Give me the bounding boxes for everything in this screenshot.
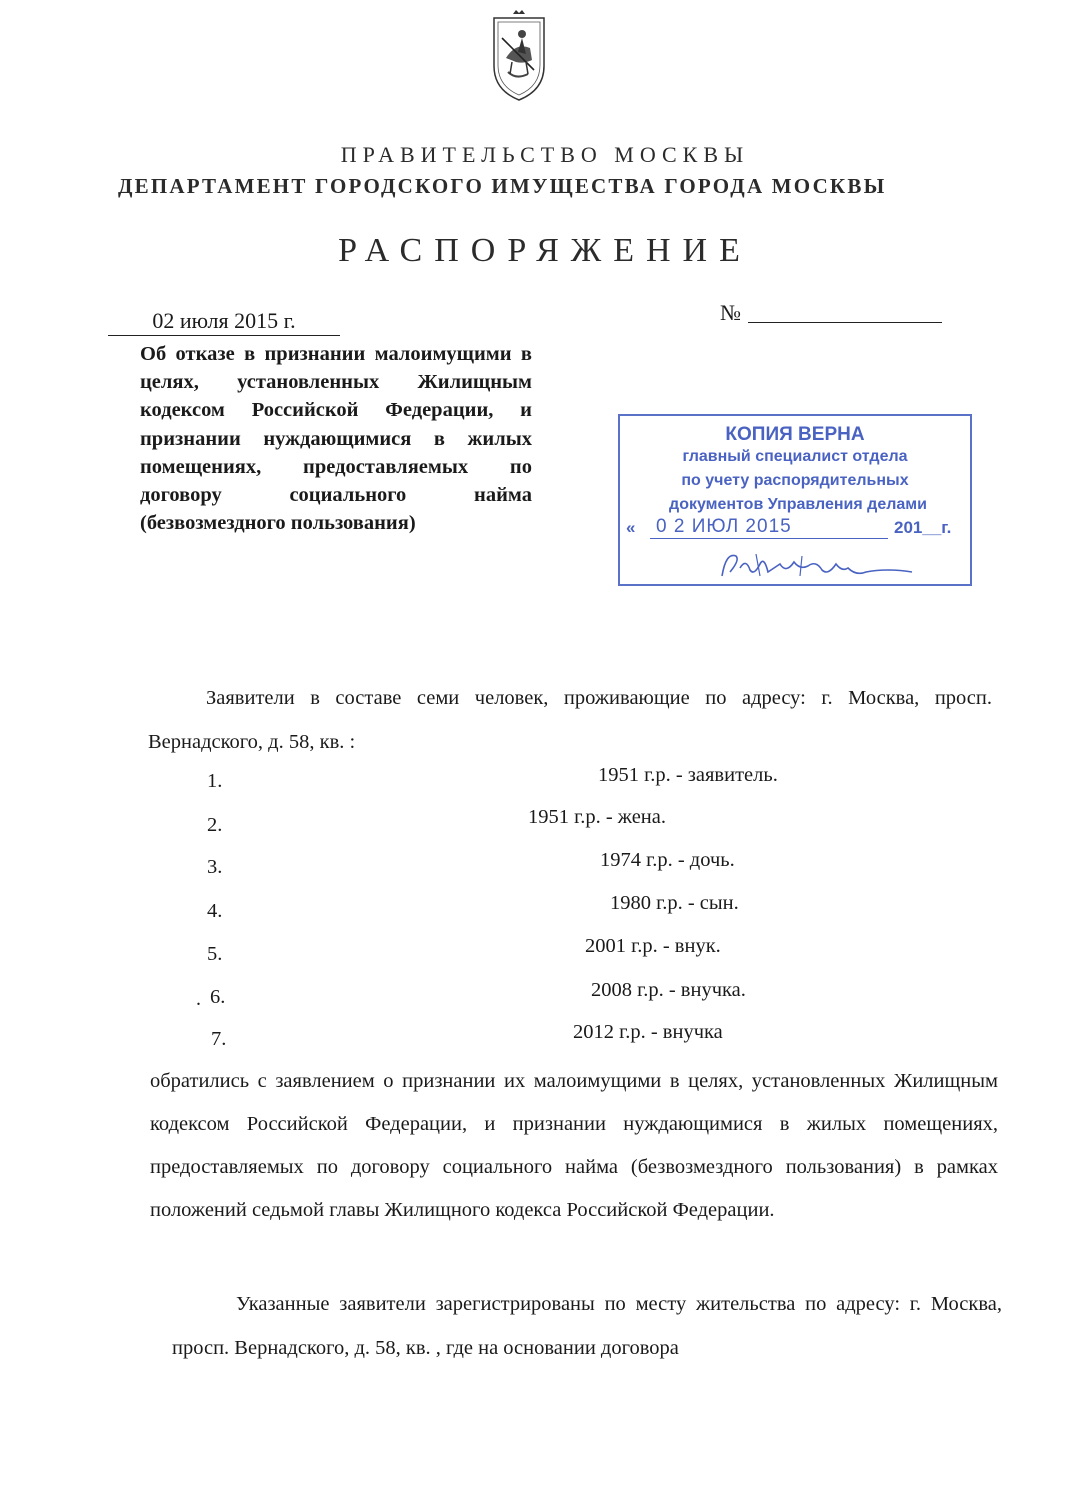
order-number-blank [748, 322, 942, 323]
application-paragraph: обратились с заявлением о признании их малоимущими в целях, установленных Жилищным кодексом Российской Федерации, и признании нуждающимися в жилых помещениях, предоставляемых по договору социального найма (безвозмездного пользования) в рамках положений седьмой главы Жилищного кодекса Российской Федерации. [150, 1070, 998, 1221]
stamp-year-suffix: 201__г. [894, 518, 952, 537]
member-3-text: 1974 г.р. - дочь. [600, 849, 735, 871]
member-3-number: 3. [207, 856, 223, 878]
registration-paragraph: Указанные заявители зарегистрированы по месту жительства по адресу: г. Москва, просп. Вернадского, д. 58, кв. , где на основании договора [172, 1293, 1002, 1359]
document-type-title: РАСПОРЯЖЕНИЕ [338, 232, 752, 269]
order-subject: Об отказе в признании малоимущими в целях, установленных Жилищным кодексом Российской Федерации, и признании нуждающимися в жилых помещениях, предоставляемых по договору социального найма (безвозмездного пользования) [140, 343, 532, 535]
member-6-text: 2008 г.р. - внучка. [591, 979, 746, 1001]
member-4-text: 1980 г.р. - сын. [610, 892, 739, 914]
handwritten-signature-icon [716, 546, 916, 586]
stamp-title: КОПИЯ ВЕРНА [725, 424, 865, 445]
member-2-number: 2. [207, 814, 223, 836]
stamp-date-row [626, 518, 962, 540]
member-7-number: 7. [211, 1028, 227, 1050]
department-title: ДЕПАРТАМЕНТ ГОРОДСКОГО ИМУЩЕСТВА ГОРОДА МОСКВЫ [118, 174, 887, 198]
stamp-date-quote: « [626, 518, 636, 537]
stamp-date-value: 0 2 ИЮЛ 2015 [656, 516, 792, 537]
member-5-text: 2001 г.р. - внук. [585, 935, 721, 957]
member-1-number: 1. [207, 770, 223, 792]
stray-dot: . [196, 988, 201, 1010]
member-2-text: 1951 г.р. - жена. [528, 806, 666, 828]
order-number-label: № [720, 300, 741, 325]
stamp-line-2: по учету распорядительных [681, 472, 909, 489]
member-5-number: 5. [207, 943, 223, 965]
intro-paragraph: Заявители в составе семи человек, проживающие по адресу: г. Москва, просп. Вернадского, д. 58, кв. : [148, 687, 992, 753]
stamp-date-line [650, 538, 888, 539]
member-7-text: 2012 г.р. - внучка [573, 1021, 723, 1043]
government-title: ПРАВИТЕЛЬСТВО МОСКВЫ [340, 142, 750, 167]
member-1-text: 1951 г.р. - заявитель. [598, 764, 778, 786]
stamp-line-3: документов Управления делами [669, 496, 927, 513]
member-4-number: 4. [207, 900, 223, 922]
copy-certified-stamp [618, 414, 972, 586]
member-6-number: 6. [210, 986, 226, 1008]
moscow-coat-of-arms-icon [486, 8, 552, 104]
stamp-line-1: главный специалист отдела [682, 448, 908, 465]
order-date: 02 июля 2015 г. [108, 308, 340, 336]
